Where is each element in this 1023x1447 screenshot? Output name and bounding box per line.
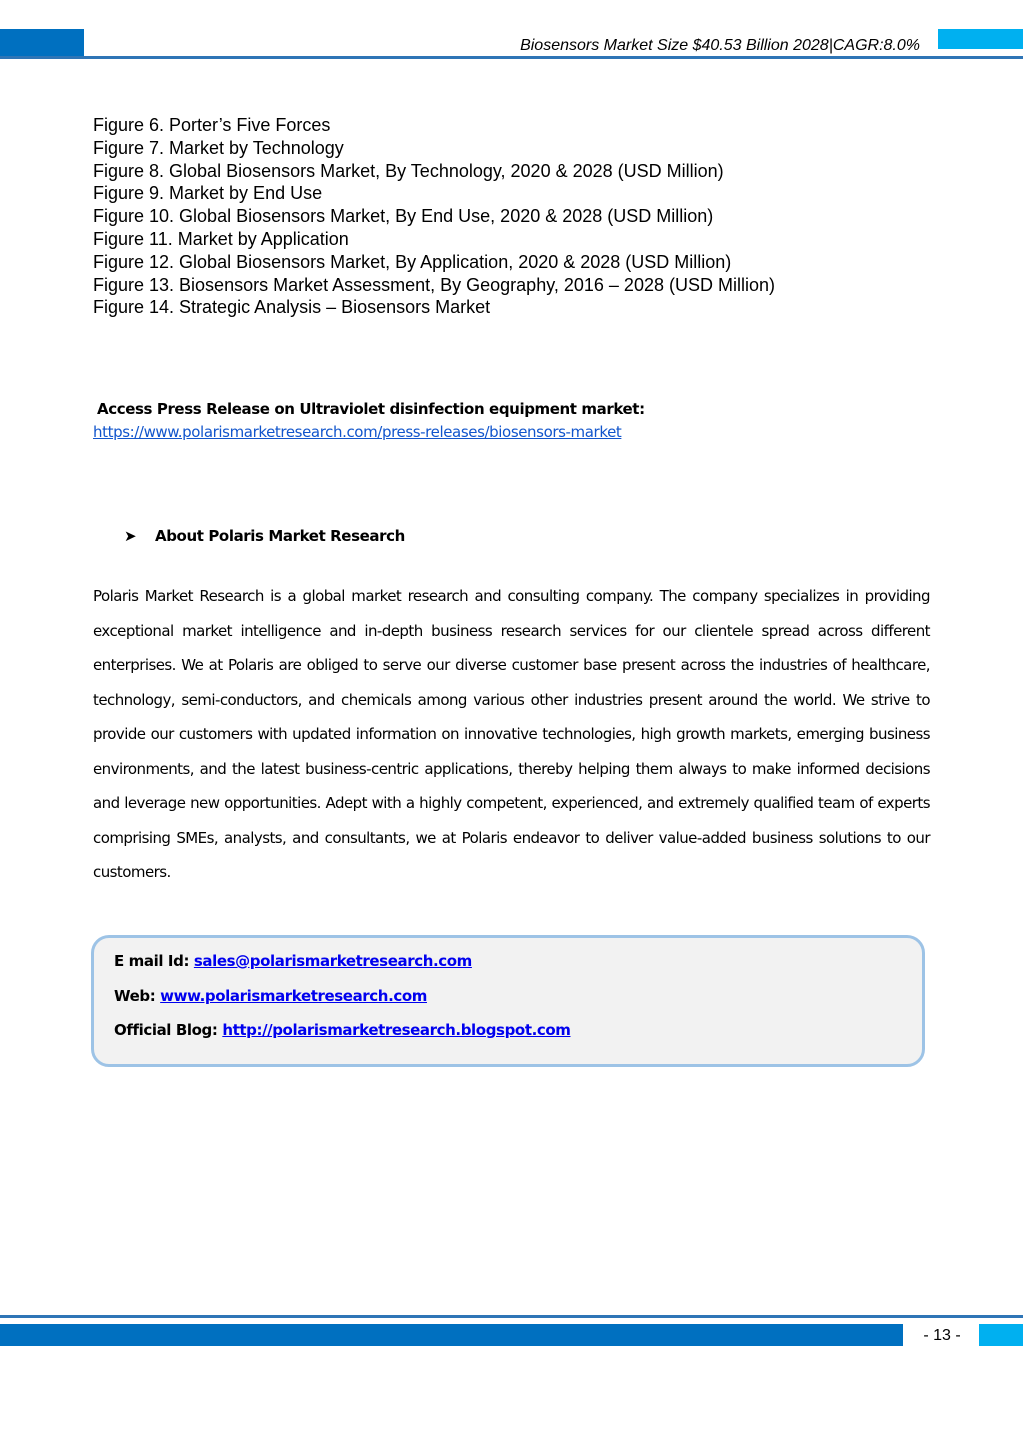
contact-web-row: [114, 987, 427, 1005]
figure-item: Figure 9. Market by End Use: [93, 183, 323, 204]
web-label: Web:: [114, 987, 156, 1005]
arrow-bullet-icon: ➤: [124, 528, 137, 545]
figure-item: Figure 11. Market by Application: [93, 228, 349, 249]
blog-label: Official Blog:: [114, 1021, 218, 1039]
about-heading: About Polaris Market Research: [155, 527, 405, 545]
web-link[interactable]: www.polarismarketresearch.com: [160, 987, 427, 1005]
footer-rule: [0, 1315, 1023, 1318]
figure-item: Figure 7. Market by Technology: [93, 137, 344, 158]
footer-accent-bar-left: [0, 1324, 903, 1346]
header-accent-bar-right: [938, 29, 1023, 49]
figure-item: Figure 6. Porter’s Five Forces: [93, 115, 331, 135]
header-accent-bar-left: [0, 29, 84, 56]
page-number: - 13 -: [923, 1327, 961, 1344]
figure-item: Figure 13. Biosensors Market Assessment, By Geography, 2016 – 2028 (USD Million): [93, 274, 775, 295]
figure-item: Figure 12. Global Biosensors Market, By Application, 2020 & 2028 (USD Million): [93, 251, 732, 272]
contact-blog-row: [114, 1021, 571, 1039]
header-rule: [0, 56, 1023, 59]
press-release-title: Access Press Release on Ultraviolet disinfection equipment market:: [97, 400, 645, 418]
figure-list: [93, 114, 775, 319]
figure-item: Figure 14. Strategic Analysis – Biosensors Market: [93, 297, 491, 318]
contact-email-row: [114, 952, 472, 970]
email-link[interactable]: sales@polarismarketresearch.com: [193, 952, 472, 970]
press-release-link[interactable]: https://www.polarismarketresearch.com/press-releases/biosensors-market: [93, 423, 622, 441]
blog-link[interactable]: http://polarismarketresearch.blogspot.com: [222, 1021, 571, 1039]
footer-accent-bar-right: [979, 1324, 1023, 1346]
email-label: E mail Id:: [114, 952, 190, 970]
about-body: Polaris Market Research is a global market research and consulting company. The company specializes in providing exceptional market intelligence and in-depth business research services for our clientele spread across different enterprises. We at Polaris are obliged to serve our diverse customer base present across the industries of healthcare, technology, semi-conductors, and chemicals among various other industries present around the world. We strive to provide our customers with updated information on innovative technologies, high growth markets, emerging business environments, and the latest business-centric applications, thereby helping them always to make informed decisions and leverage new opportunities. Adept with a highly competent, experienced, and extremely qualified team of experts comprising SMEs, analysts, and consultants, we at Polaris endeavor to deliver value-added business solutions to our customers.: [93, 587, 930, 881]
header-title: Biosensors Market Size $40.53 Billion 2028|CAGR:8.0%: [520, 37, 920, 54]
figure-item: Figure 10. Global Biosensors Market, By End Use, 2020 & 2028 (USD Million): [93, 206, 714, 227]
figure-item: Figure 8. Global Biosensors Market, By Technology, 2020 & 2028 (USD Million): [93, 160, 724, 181]
